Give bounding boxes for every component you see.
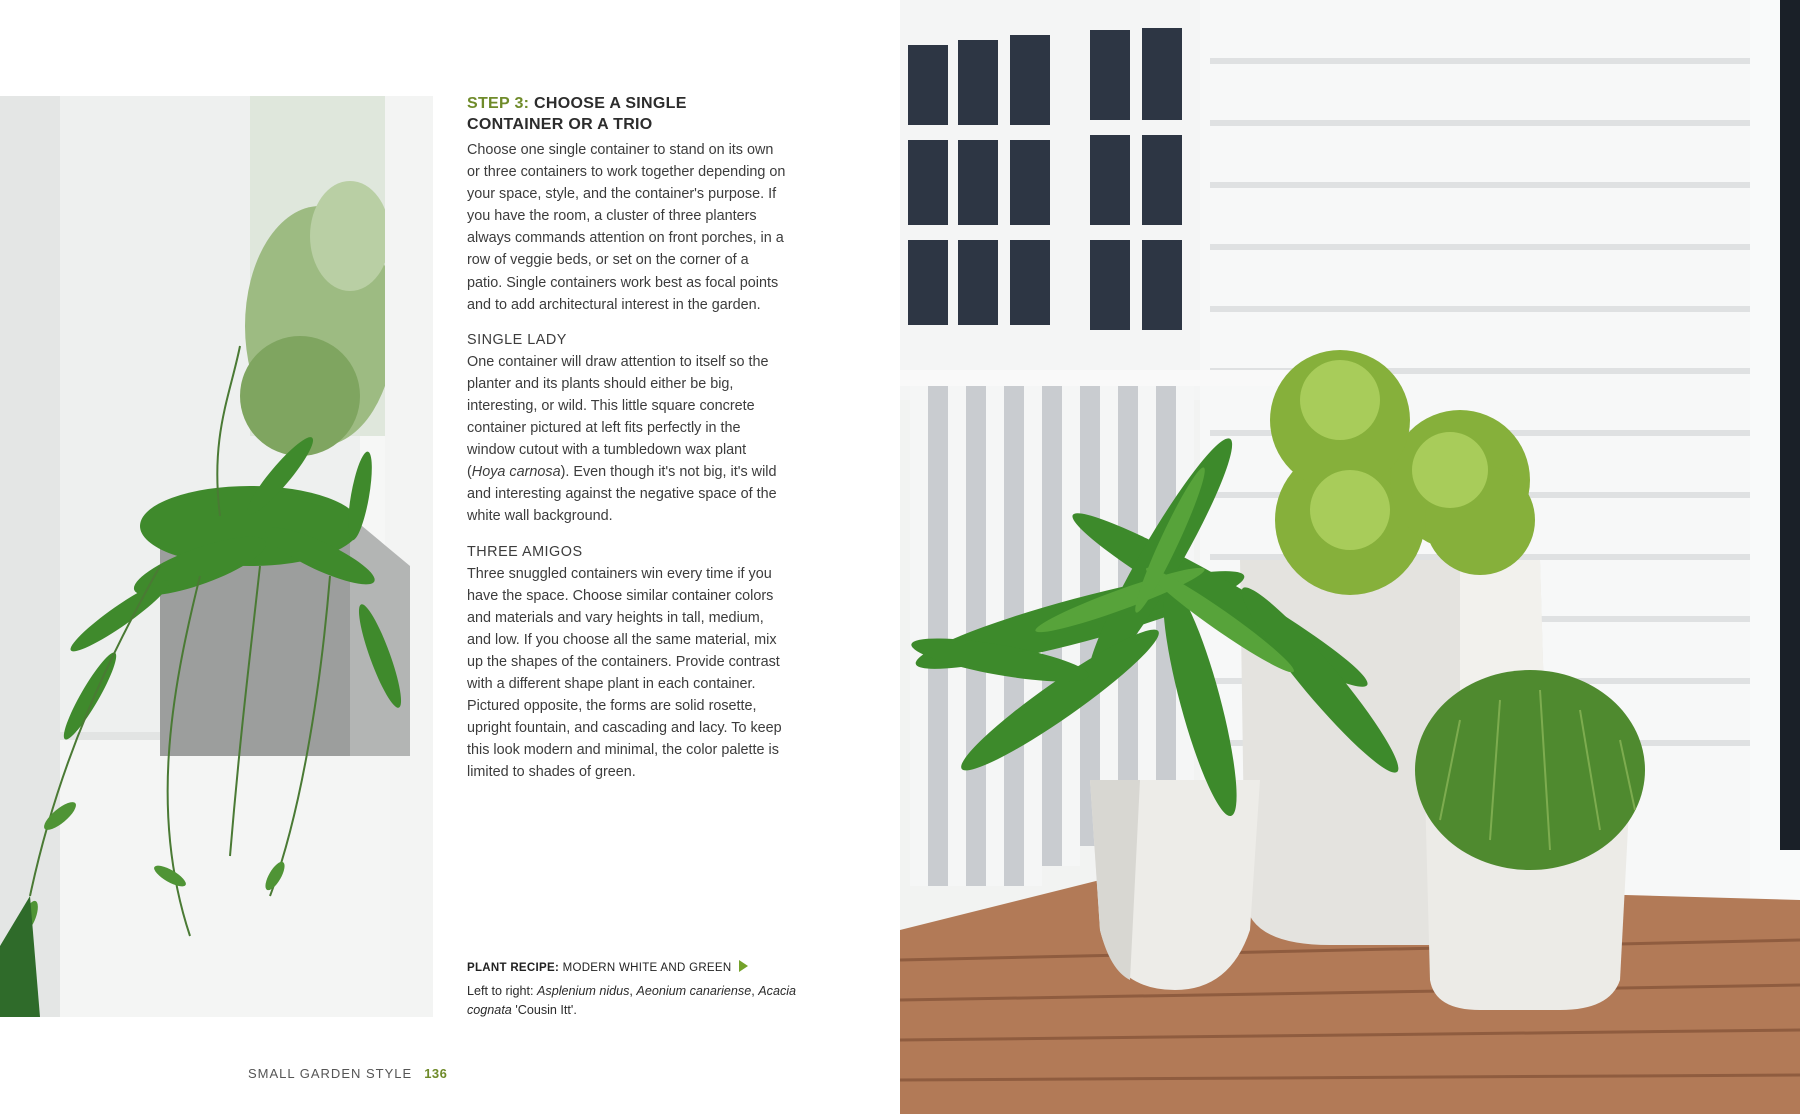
step-label: STEP 3: [467,95,530,112]
recipe-sep-1: , [629,984,637,998]
single-lady-text-a: One container will draw attention to itself so the planter and its plants should either be big, interesting, or wild. This little square concrete container pictured at left fits perfectly in the window cutout with a tumbledown wax plant ( [467,353,769,481]
hoya-name: Hoya carnosa [471,464,561,481]
article-text [467,93,787,788]
recipe-title [467,960,807,976]
three-amigos-paragraph: Three snuggled containers win every time if you have the space. Choose similar container colors and materials and vary heights in tall, medium, and low. If you choose all the same material, mix up the shapes of the containers. Provide contrast with a different shape plant in each container. Pictured opposite, the forms are solid rosette, upright fountain, and cascading and lacy. To keep this look modern and minimal, the color palette is limited to shades of green. [467,565,782,781]
right-page [900,0,1800,1114]
section-title-single-lady: SINGLE LADY [467,331,567,348]
step-heading [467,93,787,135]
recipe-value: MODERN WHITE AND GREEN [562,962,732,974]
plant-2: Aeonium canariense [636,984,752,998]
single-lady-paragraph [467,351,787,528]
book-title: SMALL GARDEN STYLE [248,1066,413,1081]
plant-3: Acacia cognata [467,984,797,1017]
recipe-sep-2: , [751,984,759,998]
triangle-right-icon [739,960,748,972]
plant-recipe [467,960,807,1019]
photo-hanging-wax-plant [0,96,433,1017]
section-title-three-amigos: THREE AMIGOS [467,543,583,560]
recipe-label: PLANT RECIPE: [467,962,560,974]
single-lady-text-b: ). Even though it's not big, it's wild and interesting against the negative space of the white wall background. [467,464,777,525]
plant-1: Asplenium nidus [537,984,630,998]
plant-3-cultivar: 'Cousin Itt'. [511,1002,577,1017]
intro-paragraph: Choose one single container to stand on its own or three containers to work together depending on your space, style, and the container's purpose. If you have the room, a cluster of three planters always commands attention on front porches, in a row of veggie beds, or set on the corner of a patio. Single containers work best as focal points and to add architectural interest in the garden. [467,142,786,313]
page-number: 136 [424,1066,448,1081]
step-title: CHOOSE A SINGLE CONTAINER OR A TRIO [467,95,687,133]
recipe-intro: Left to right: [467,984,538,998]
recipe-plants [467,982,807,1019]
photo-three-white-planters [900,0,1800,1114]
page-footer [248,1066,447,1081]
